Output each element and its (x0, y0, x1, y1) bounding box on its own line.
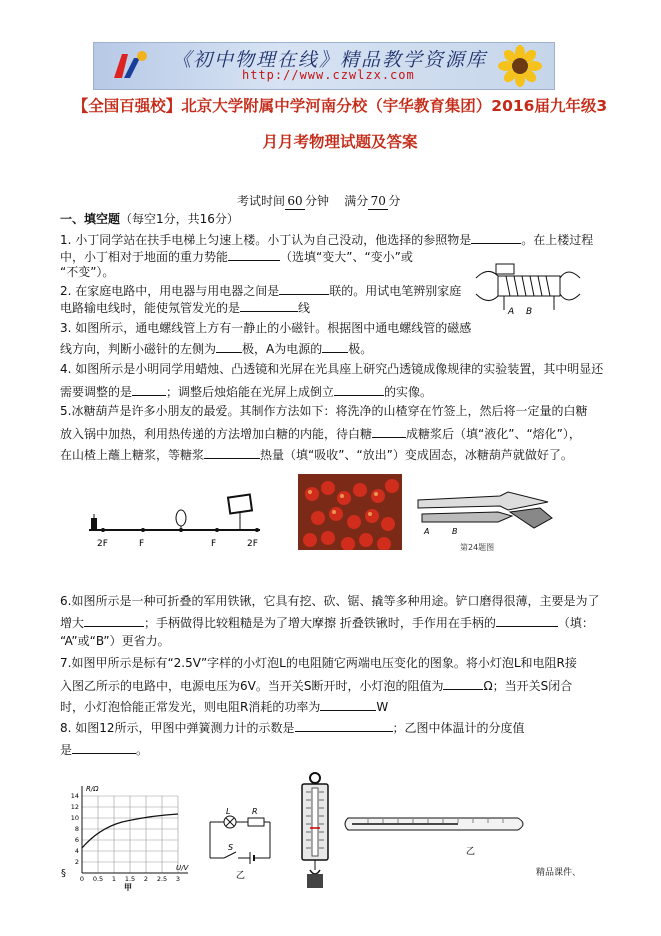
circuit-label-L: L (226, 808, 231, 816)
xtick: 0 (79, 875, 85, 883)
circuit-label-R: R (252, 808, 258, 816)
q5-line3: 在山楂上蘸上糖浆，等糖浆 热量（填“吸收”、“放出”）变成固态，冰糖葫芦就做好了。 (60, 448, 573, 462)
q1-line3: “不变”）。 (60, 265, 115, 279)
shovel-label-B: B (452, 527, 458, 536)
spring-scale-figure (298, 770, 332, 892)
exam-time: 60 (285, 194, 305, 210)
graph-xlabel: U/V (176, 864, 189, 872)
header-banner (93, 42, 555, 90)
xtick: 3 (175, 875, 181, 883)
page-title-line2: 月月考物理试题及答案 (262, 133, 418, 151)
graph-ylabel: R/Ω (86, 785, 99, 793)
figure-caption: 第24题图 (460, 543, 495, 552)
q7-line3: 时，小灯泡恰能正常发光，则电阻R消耗的功率为 W (60, 700, 389, 714)
ytick: 6 (74, 836, 79, 844)
circuit-diagram (206, 808, 276, 882)
ytick: 12 (70, 803, 79, 811)
candied-haws-photo (298, 474, 402, 550)
label-B: B (526, 307, 533, 317)
shovel-label-A: A (424, 527, 430, 536)
q3-line2: 线方向，判断小磁针的左侧为 极，A为电源的 极。 (60, 342, 373, 356)
q4-line1: 4. 如图所示是小明同学用蜡烛、凸透镜和光屏在光具座上研究凸透镜成像规律的实验装置，其中明显还 (60, 362, 604, 376)
q2-line1: 2. 在家庭电路中，用电器与用电器之间是 联的。用试电笔辨别家庭 (60, 284, 462, 298)
optical-bench-figure (85, 488, 265, 554)
ytick: 8 (74, 825, 79, 833)
page-title: 【全国百强校】北京大学附属中学河南分校（宇华教育集团）2016届九年级3 (72, 97, 608, 115)
q7-line2: 入图乙所示的电路中，电源电压为6V。当开关S断开时，小灯泡的阻值为 Ω；当开关S闭合 (60, 679, 573, 693)
bench-label-F-left: F (139, 539, 145, 549)
ytick: 10 (70, 814, 79, 822)
q1-line2: 中，小丁相对于地面的重力势能 （选填“变大”、“变小”或 (60, 250, 413, 264)
label-A: A (508, 307, 515, 317)
q5-line2: 放入锅中加热，利用热传递的方法增加白糖的内能，待白糖 成糖浆后（填“液化”、“熔化”）， (60, 427, 581, 441)
q8-line2: 是 。 (60, 743, 149, 757)
q4-line2: 需要调整的是 ；调整后烛焰能在光屏上成倒立 的实像。 (60, 385, 433, 399)
xtick: 1 (111, 875, 117, 883)
thermometer-figure (338, 808, 534, 862)
xtick: 0.5 (92, 875, 104, 883)
q7-line1: 7.如图甲所示是标有“2.5V”字样的小灯泡L的电阻随它两端电压变化的图象。将小灯泡L和电阻R接 (60, 656, 577, 670)
resistance-graph (60, 782, 196, 892)
banner-url: http://www.czwlzx.com (242, 68, 415, 82)
bench-label-F-right: F (211, 539, 217, 549)
q6-line1: 6.如图所示是一种可折叠的军用铁锹，它具有挖、砍、锯、撬等多种用途。铲口磨得很薄，主要是为了 (60, 594, 600, 608)
q1-line1: 1. 小丁同学站在扶手电梯上匀速上楼。小丁认为自己没动，他选择的参照物是 。在上楼过程 (60, 233, 594, 247)
q6-line3: “A”或“B”）更省力。 (60, 634, 170, 648)
xtick: 1.5 (124, 875, 136, 883)
q2-line2: 电路输电线时，能使氖管发光的是 线 (60, 301, 311, 315)
solenoid-figure (468, 254, 588, 320)
circuit-caption: 乙 (236, 871, 246, 881)
ytick: 4 (74, 847, 79, 855)
bench-label-2F-left: 2F (97, 539, 108, 549)
ytick: 2 (74, 858, 79, 866)
thermometer-caption: 乙 (466, 847, 476, 857)
q8-line1: 8. 如图12所示，甲图中弹簧测力计的示数是 ；乙图中体温计的分度值 (60, 721, 525, 735)
exam-score: 70 (368, 194, 388, 210)
xtick: 2 (143, 875, 149, 883)
graph-caption: 甲 (124, 883, 132, 892)
ytick: 14 (70, 792, 79, 800)
footer-left-fragment: § (61, 868, 66, 879)
xtick: 2.5 (156, 875, 168, 883)
folding-shovel-figure (412, 478, 560, 552)
sunflower-icon (494, 45, 546, 87)
section-heading: 一、填空题（每空1分，共16分） (60, 212, 239, 226)
q5-line1: 5.冰糖葫芦是许多小朋友的最爱。其制作方法如下：将洗净的山楂穿在竹签上，然后将一定量的白糖 (60, 404, 588, 418)
banner-title: 《初中物理在线》精品教学资源库 (172, 49, 488, 71)
q6-line2: 增大 ；手柄做得比较粗糙是为了增大摩擦 折叠铁锹时，手作用在手柄的 （填： (60, 616, 594, 630)
logo-icon (108, 48, 152, 84)
circuit-label-S: S (228, 843, 234, 852)
exam-info: 考试时间 60 分钟 满分 70 分 (237, 194, 401, 208)
bench-label-2F-right: 2F (247, 539, 258, 549)
q3-line1: 3. 如图所示，通电螺线管上方有一静止的小磁针。根据图中通电螺线管的磁感 (60, 321, 472, 335)
footer-right-fragment: 精品课件、 (536, 868, 582, 878)
